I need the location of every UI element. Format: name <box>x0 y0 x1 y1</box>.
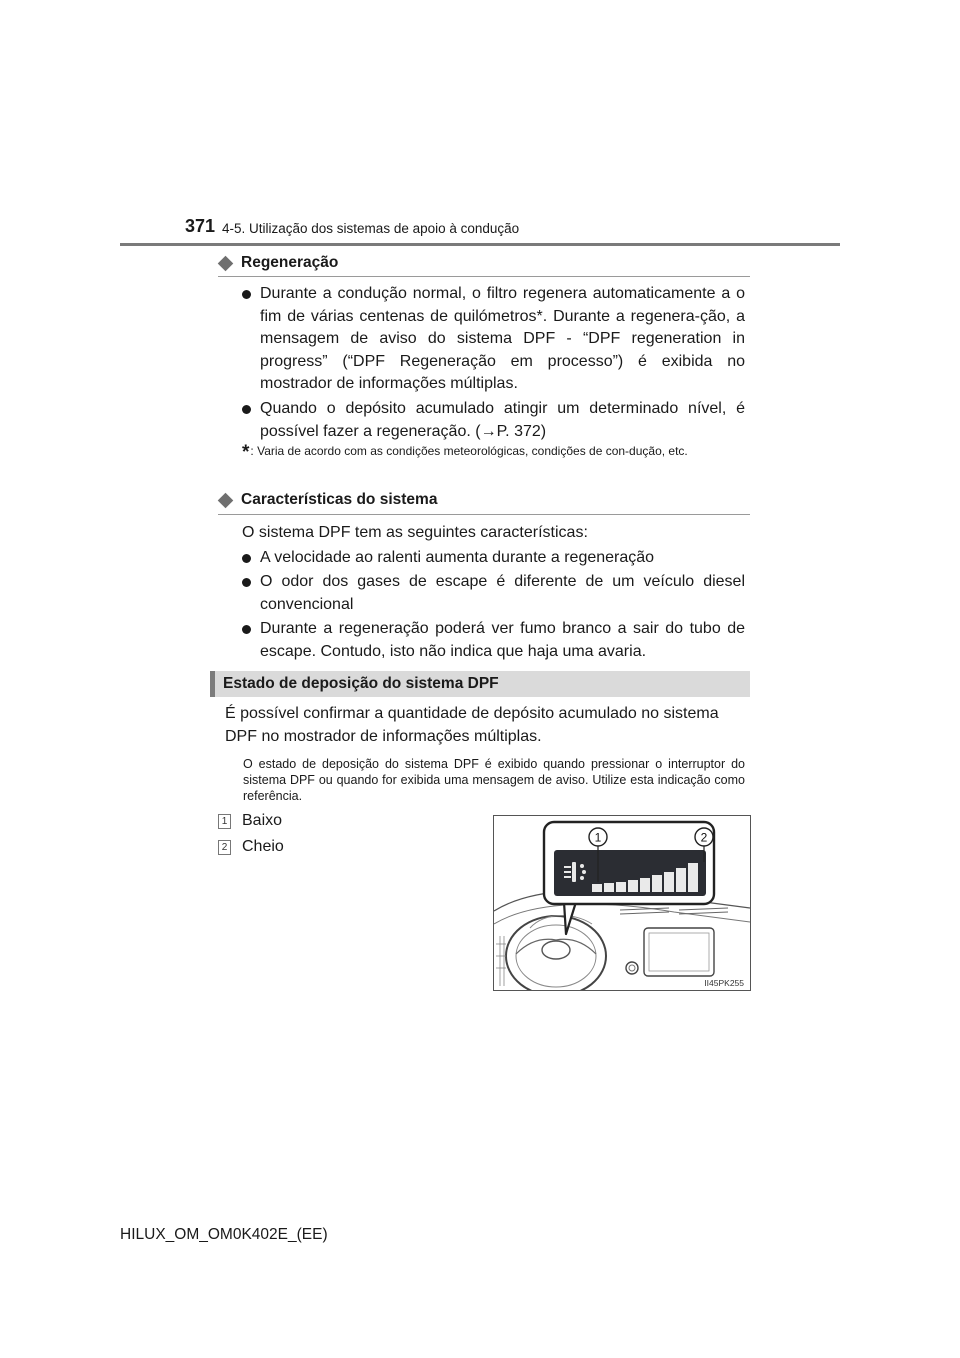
item-number-2: 2 <box>218 840 231 855</box>
item-label-low: Baixo <box>242 812 283 829</box>
item-number-1: 1 <box>218 814 231 829</box>
header-rule <box>120 243 840 246</box>
dashboard-illustration <box>494 816 750 990</box>
callout-2: 2 <box>700 830 708 845</box>
footnote <box>242 443 745 461</box>
diamond-icon <box>218 255 234 271</box>
diamond-icon <box>218 492 234 508</box>
item-label-full: Cheio <box>242 838 284 855</box>
subheading-rule <box>218 514 750 515</box>
footnote-mark: * <box>242 442 250 463</box>
page-number: 371 <box>185 216 216 236</box>
bullet-item: Durante a condução normal, o filtro regenera automaticamente a o fim de várias centenas de quilómetros*. Durante a regenera-ção, a mensagem de aviso do sistema DPF - “DPF regeneration in progress” (“DPF Regeneração em processo”) é exibida no mostrador de informações múltiplas. <box>242 283 745 396</box>
section-title: 4-5. Utilização dos sistemas de apoio à condução <box>222 221 520 236</box>
deposition-paragraph: É possível confirmar a quantidade de depósito acumulado no sistema DPF no mostrador de informações múltiplas. <box>225 705 719 745</box>
dpf-gauge-figure <box>493 815 751 991</box>
bullet-item: Quando o depósito acumulado atingir um determinado nível, é possível fazer a regeneração. (→P. 372) <box>242 398 745 443</box>
bullet-item: Durante a regeneração poderá ver fumo branco a sair do tubo de escape. Contudo, isto não indica que haja uma avaria. <box>242 618 745 663</box>
callout-1: 1 <box>594 830 602 845</box>
banner-bar <box>210 671 215 697</box>
banner-label: Estado de deposição do sistema DPF <box>223 675 499 692</box>
subheading-regeneration <box>218 254 338 272</box>
subheading-features-label: Características do sistema <box>241 491 438 508</box>
document-code: HILUX_OM_OM0K402E_(EE) <box>120 1226 328 1243</box>
features-intro: O sistema DPF tem as seguintes características: <box>242 524 588 541</box>
section-banner <box>210 671 750 697</box>
subheading-features <box>218 491 437 509</box>
regeneration-bullets <box>242 283 745 443</box>
subheading-regeneration-label: Regeneração <box>241 254 339 271</box>
subheading-rule <box>218 276 750 277</box>
figure-code: II45PK255 <box>704 978 744 988</box>
deposition-note: O estado de deposição do sistema DPF é exibido quando pressionar o interruptor do sistema DPF ou quando for exibida uma mensagem de aviso. Utilize esta indicação como referência. <box>243 757 745 803</box>
bullet-item: A velocidade ao ralenti aumenta durante a regeneração <box>242 547 745 570</box>
footnote-text: : Varia de acordo com as condições meteorológicas, condições de con-dução, etc. <box>250 444 688 458</box>
features-block <box>242 522 745 664</box>
bullet-item: O odor dos gases de escape é diferente de um veículo diesel convencional <box>242 571 745 616</box>
